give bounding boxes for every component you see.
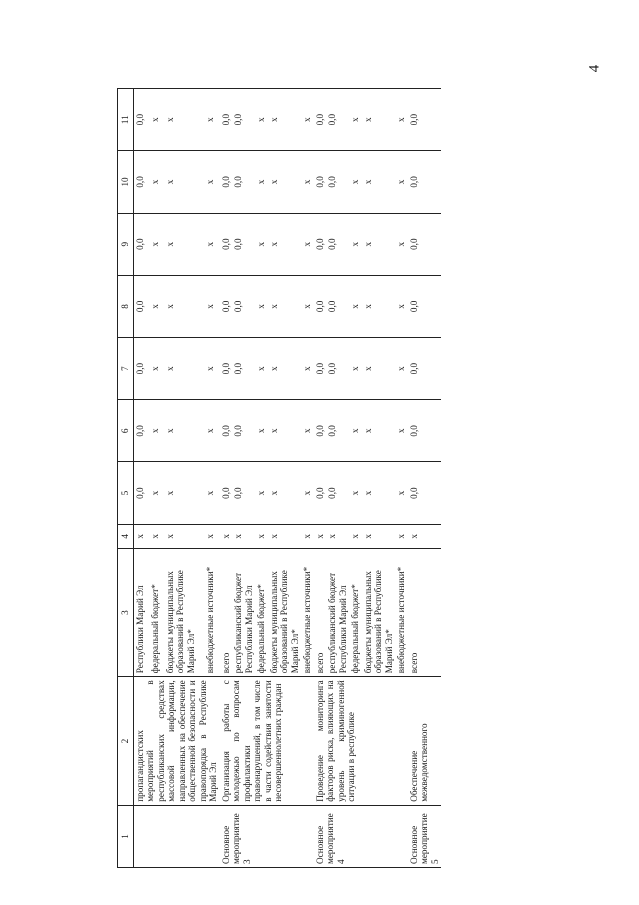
value-cell: х [395, 524, 408, 548]
measure-label: Основное мероприятие 4 [314, 805, 408, 867]
value-cell: 0,0 [133, 275, 149, 337]
value-cell: х [149, 400, 164, 462]
value-cell: 0,0 [133, 400, 149, 462]
funding-source: бюджеты муниципальных образований в Республике Марий Эл* [268, 548, 302, 676]
value-cell: 0,0 [220, 400, 233, 462]
col-header: 9 [118, 213, 134, 275]
col-header: 2 [118, 677, 134, 805]
measure-label [133, 805, 220, 867]
value-cell: х [149, 151, 164, 213]
value-cell: 0,0 [326, 89, 349, 151]
value-cell: 0,0 [133, 213, 149, 275]
value-cell: х [204, 213, 219, 275]
col-header: 8 [118, 275, 134, 337]
value-cell: х [133, 524, 149, 548]
value-cell: х [268, 400, 302, 462]
value-cell: х [301, 338, 314, 400]
value-cell: 0,0 [220, 462, 233, 524]
value-cell: 0,0 [232, 275, 255, 337]
value-cell: х [362, 400, 396, 462]
value-cell: х [164, 275, 205, 337]
value-cell: х [395, 400, 408, 462]
value-cell: х [204, 400, 219, 462]
value-cell: х [326, 524, 349, 548]
value-cell: х [204, 524, 219, 548]
value-cell: х [301, 275, 314, 337]
value-cell: 0,0 [220, 89, 233, 151]
value-cell: х [395, 338, 408, 400]
value-cell: х [268, 151, 302, 213]
measure-description: Проведение мониторинга факторов риска, влияющих на уровень криминогенной ситуации в республике [314, 677, 408, 805]
value-cell: х [149, 213, 164, 275]
value-cell: 0,0 [326, 462, 349, 524]
header-row [118, 89, 134, 868]
funding-source: Республики Марий Эл [133, 548, 149, 676]
value-cell: 0,0 [220, 275, 233, 337]
value-cell: 0,0 [133, 462, 149, 524]
funding-source: всего [220, 548, 233, 676]
value-cell: х [362, 151, 396, 213]
value-cell: х [362, 89, 396, 151]
value-cell: 0,0 [408, 275, 442, 337]
value-cell: х [395, 462, 408, 524]
value-cell: х [204, 89, 219, 151]
value-cell: 0,0 [314, 151, 327, 213]
value-cell: 0,0 [314, 275, 327, 337]
value-cell: х [268, 275, 302, 337]
value-cell: х [408, 524, 442, 548]
funding-source: федеральный бюджет* [255, 548, 268, 676]
value-cell: х [349, 151, 362, 213]
value-cell: х [268, 89, 302, 151]
value-cell: 0,0 [232, 213, 255, 275]
funding-source: федеральный бюджет* [149, 548, 164, 676]
value-cell: 0,0 [232, 400, 255, 462]
value-cell: х [149, 275, 164, 337]
budget-table [117, 88, 441, 868]
value-cell: х [164, 213, 205, 275]
value-cell: х [349, 213, 362, 275]
value-cell: х [164, 524, 205, 548]
value-cell: 0,0 [408, 151, 442, 213]
table-row [408, 89, 442, 868]
value-cell: х [268, 524, 302, 548]
value-cell: х [149, 89, 164, 151]
value-cell: х [164, 151, 205, 213]
col-header: 4 [118, 524, 134, 548]
value-cell: х [164, 462, 205, 524]
value-cell: 0,0 [133, 338, 149, 400]
value-cell: х [255, 275, 268, 337]
value-cell: 0,0 [232, 89, 255, 151]
measure-label: Основное мероприятие 5 [408, 805, 442, 867]
funding-source: всего [408, 548, 442, 676]
funding-source: внебюджетные источники* [204, 548, 219, 676]
budget-table-sheet [117, 88, 617, 868]
value-cell: х [164, 89, 205, 151]
table-row [314, 89, 327, 868]
value-cell: х [220, 524, 233, 548]
col-header: 5 [118, 462, 134, 524]
value-cell: х [349, 89, 362, 151]
value-cell: х [362, 275, 396, 337]
funding-source: бюджеты муниципальных образований в Республике Марий Эл* [164, 548, 205, 676]
value-cell: х [349, 524, 362, 548]
value-cell: 0,0 [220, 338, 233, 400]
value-cell: х [395, 151, 408, 213]
col-header: 7 [118, 338, 134, 400]
value-cell: х [255, 213, 268, 275]
value-cell: х [301, 213, 314, 275]
value-cell: 0,0 [326, 275, 349, 337]
value-cell: х [255, 151, 268, 213]
value-cell: х [362, 462, 396, 524]
measure-label: Основное мероприятие 3 [220, 805, 314, 867]
value-cell: х [204, 462, 219, 524]
value-cell: х [268, 462, 302, 524]
value-cell: 0,0 [220, 213, 233, 275]
value-cell: х [204, 151, 219, 213]
col-header: 1 [118, 805, 134, 867]
value-cell: х [395, 89, 408, 151]
value-cell: 0,0 [314, 462, 327, 524]
value-cell: х [204, 275, 219, 337]
col-header: 10 [118, 151, 134, 213]
funding-source: бюджеты муниципальных образований в Республике Марий Эл* [362, 548, 396, 676]
col-header: 6 [118, 400, 134, 462]
value-cell: х [255, 338, 268, 400]
page-number: 4 [586, 64, 603, 73]
value-cell: 0,0 [326, 151, 349, 213]
value-cell: х [164, 338, 205, 400]
value-cell: х [349, 275, 362, 337]
value-cell: х [301, 524, 314, 548]
value-cell: 0,0 [408, 213, 442, 275]
funding-source: республиканский бюджет Республики Марий Эл [232, 548, 255, 676]
value-cell: 0,0 [314, 400, 327, 462]
value-cell: х [204, 338, 219, 400]
funding-source: федеральный бюджет* [349, 548, 362, 676]
value-cell: х [395, 213, 408, 275]
value-cell: х [255, 524, 268, 548]
funding-source: внебюджетные источники* [301, 548, 314, 676]
value-cell: 0,0 [220, 151, 233, 213]
value-cell: х [255, 400, 268, 462]
funding-source: внебюджетные источники* [395, 548, 408, 676]
value-cell: 0,0 [408, 338, 442, 400]
value-cell: х [268, 338, 302, 400]
value-cell: х [349, 338, 362, 400]
measure-description: Обеспечение межведомственного [408, 677, 442, 805]
col-header: 3 [118, 548, 134, 676]
value-cell: х [395, 275, 408, 337]
value-cell: 0,0 [408, 89, 442, 151]
value-cell: х [164, 400, 205, 462]
value-cell: 0,0 [408, 462, 442, 524]
table-row [133, 89, 149, 868]
col-header: 11 [118, 89, 134, 151]
value-cell: х [362, 213, 396, 275]
value-cell: х [149, 524, 164, 548]
value-cell: 0,0 [314, 338, 327, 400]
value-cell: 0,0 [232, 338, 255, 400]
value-cell: 0,0 [314, 213, 327, 275]
measure-description: Организация работы с молодежью по вопросам профилактики правонарушений, в том числе в части содействия занятости несовершеннолетних граждан [220, 677, 314, 805]
table-row [220, 89, 233, 868]
value-cell: х [314, 524, 327, 548]
value-cell: 0,0 [133, 151, 149, 213]
value-cell: х [255, 462, 268, 524]
value-cell: х [362, 338, 396, 400]
value-cell: 0,0 [326, 213, 349, 275]
value-cell: х [349, 400, 362, 462]
value-cell: 0,0 [326, 400, 349, 462]
value-cell: 0,0 [232, 462, 255, 524]
funding-source: республиканский бюджет Республики Марий Эл [326, 548, 349, 676]
funding-source: всего [314, 548, 327, 676]
value-cell: х [301, 151, 314, 213]
value-cell: 0,0 [133, 89, 149, 151]
value-cell: х [255, 89, 268, 151]
value-cell: 0,0 [326, 338, 349, 400]
value-cell: х [301, 462, 314, 524]
value-cell: х [268, 213, 302, 275]
value-cell: 0,0 [232, 151, 255, 213]
value-cell: 0,0 [314, 89, 327, 151]
value-cell: х [232, 524, 255, 548]
value-cell: х [149, 462, 164, 524]
value-cell: х [301, 89, 314, 151]
value-cell: х [149, 338, 164, 400]
value-cell: 0,0 [408, 400, 442, 462]
value-cell: х [349, 462, 362, 524]
value-cell: х [301, 400, 314, 462]
measure-description: пропагандистских мероприятий в республиканских средствах массовой информации, направленных на обеспечение общественной безопасности и правопорядка в Республике Марий Эл [133, 677, 220, 805]
value-cell: х [362, 524, 396, 548]
